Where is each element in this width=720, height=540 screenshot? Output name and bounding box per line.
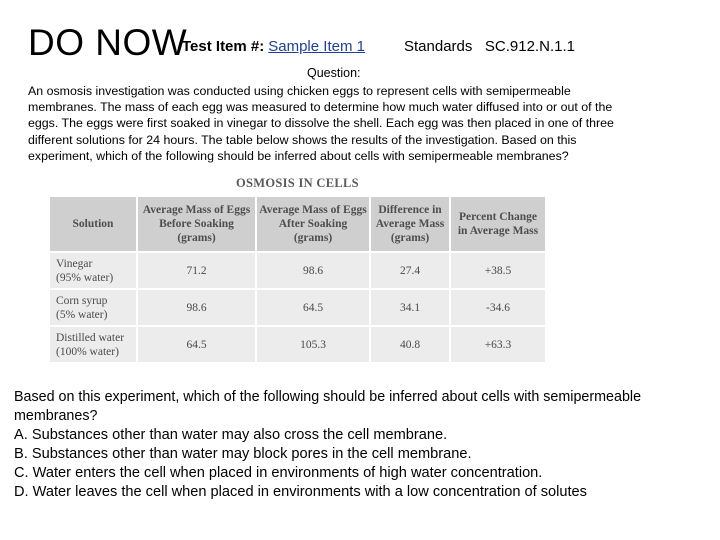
choice-b[interactable]: B. Substances other than water may block pores in the cell membrane.	[14, 446, 472, 462]
standards-code: SC.912.N.1.1	[484, 38, 575, 55]
question-line: eggs. The eggs were first soaked in vinegar to dissolve the shell. Each egg was then placed in one of three	[28, 116, 614, 131]
header	[28, 20, 708, 64]
solution-name: Vinegar	[56, 257, 93, 270]
solution-cell	[49, 326, 137, 363]
page-title: DO NOW	[28, 22, 188, 63]
table-title: OSMOSIS IN CELLS	[236, 176, 359, 190]
mass-before-cell: 71.2	[137, 252, 256, 289]
question-line: An osmosis investigation was conducted using chicken eggs to represent cells with semipermeable	[28, 84, 571, 98]
difference-cell: 40.8	[370, 326, 450, 363]
standards-label: Standards	[404, 38, 473, 55]
solution-note: (5% water)	[56, 308, 108, 321]
header-mass-before: Average Mass of Eggs Before Soaking (grams)	[137, 196, 256, 252]
answer-prompt: Based on this experiment, which of the following should be inferred about cells with semipermeable membranes?	[14, 389, 642, 424]
question-line: different solutions for 24 hours. The table below shows the results of the investigation. Based on this	[28, 132, 577, 147]
difference-cell: 34.1	[370, 289, 450, 326]
table-row	[49, 252, 546, 289]
percent-change-cell: +63.3	[450, 326, 546, 363]
solution-note: (100% water)	[56, 345, 119, 358]
header-percent-change: Percent Change in Average Mass	[450, 196, 546, 252]
solution-name: Distilled water	[56, 331, 125, 344]
table-row	[49, 289, 546, 326]
percent-change-cell: -34.6	[450, 289, 546, 326]
mass-before-cell: 98.6	[137, 289, 256, 326]
header-difference: Difference in Average Mass (grams)	[370, 196, 450, 252]
test-item-link[interactable]: Sample Item 1	[268, 38, 365, 55]
question-line: membranes. The mass of each egg was measured to determine how much water diffused into or out of the	[28, 100, 613, 115]
test-item	[182, 38, 365, 55]
percent-change-cell: +38.5	[450, 252, 546, 289]
solution-cell	[49, 252, 137, 289]
question-line: experiment, which of the following should be inferred about cells with semipermeable membranes?	[28, 148, 569, 163]
choice-c[interactable]: C. Water enters the cell when placed in environments of high water concentration.	[14, 465, 543, 481]
question-label: Question:	[307, 66, 361, 80]
question-text	[28, 83, 673, 164]
choice-a[interactable]: A. Substances other than water may also cross the cell membrane.	[14, 427, 448, 443]
mass-before-cell: 64.5	[137, 326, 256, 363]
answer-section	[14, 388, 714, 502]
header-mass-after: Average Mass of Eggs After Soaking (grams)	[256, 196, 370, 252]
difference-cell: 27.4	[370, 252, 450, 289]
header-solution: Solution	[49, 196, 137, 252]
osmosis-table	[48, 195, 547, 364]
mass-after-cell: 98.6	[256, 252, 370, 289]
table-header-row	[49, 196, 546, 252]
standards	[404, 38, 575, 55]
solution-name: Corn syrup	[56, 294, 108, 307]
mass-after-cell: 105.3	[256, 326, 370, 363]
solution-note: (95% water)	[56, 271, 114, 284]
table-row	[49, 326, 546, 363]
mass-after-cell: 64.5	[256, 289, 370, 326]
test-item-label: Test Item #:	[182, 38, 265, 55]
choice-d[interactable]: D. Water leaves the cell when placed in environments with a low concentration of solutes	[14, 484, 587, 500]
solution-cell	[49, 289, 137, 326]
